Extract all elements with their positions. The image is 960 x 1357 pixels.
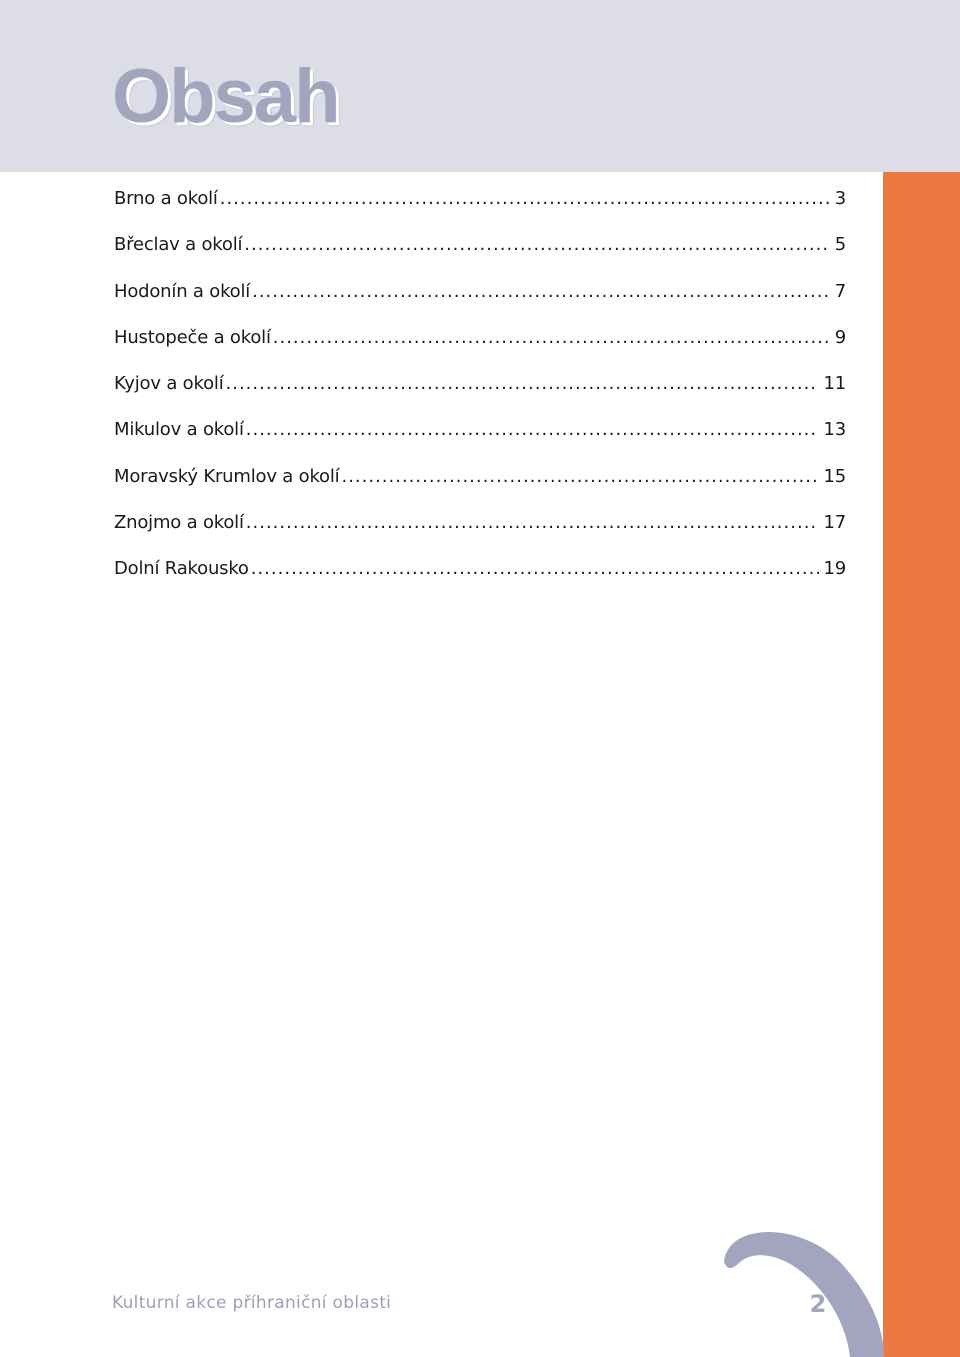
page-number: 2 <box>809 1290 827 1318</box>
toc-entry-label: Moravský Krumlov a okolí <box>114 465 340 487</box>
toc-entry-page: 13 <box>823 419 846 441</box>
page-title: Obsah <box>112 54 339 139</box>
toc-entry-label: Břeclav a okolí <box>114 234 243 256</box>
toc-entry-label: Znojmo a okolí <box>114 512 244 534</box>
toc-entry-label: Hodonín a okolí <box>114 280 251 302</box>
toc-entry-label: Brno a okolí <box>114 188 218 209</box>
toc-entry-page: 11 <box>823 373 846 395</box>
toc-entry-page: 15 <box>823 465 846 487</box>
toc-entry-page: 3 <box>834 188 846 209</box>
toc-entry-label: Kyjov a okolí <box>114 373 224 395</box>
toc-entry-label: Dolní Rakousko <box>114 558 249 580</box>
footer-publication-title: Kulturní akce příhraniční oblasti <box>112 1293 392 1313</box>
toc-entry-label: Mikulov a okolí <box>114 419 244 441</box>
toc-entry-page: 9 <box>834 326 846 348</box>
toc-entry-page: 19 <box>823 558 846 580</box>
toc-entry-page: 17 <box>823 512 846 534</box>
toc-entry-page: 5 <box>834 234 846 256</box>
toc-entry-page: 7 <box>834 280 846 302</box>
toc-entry-label: Hustopeče a okolí <box>114 326 271 348</box>
